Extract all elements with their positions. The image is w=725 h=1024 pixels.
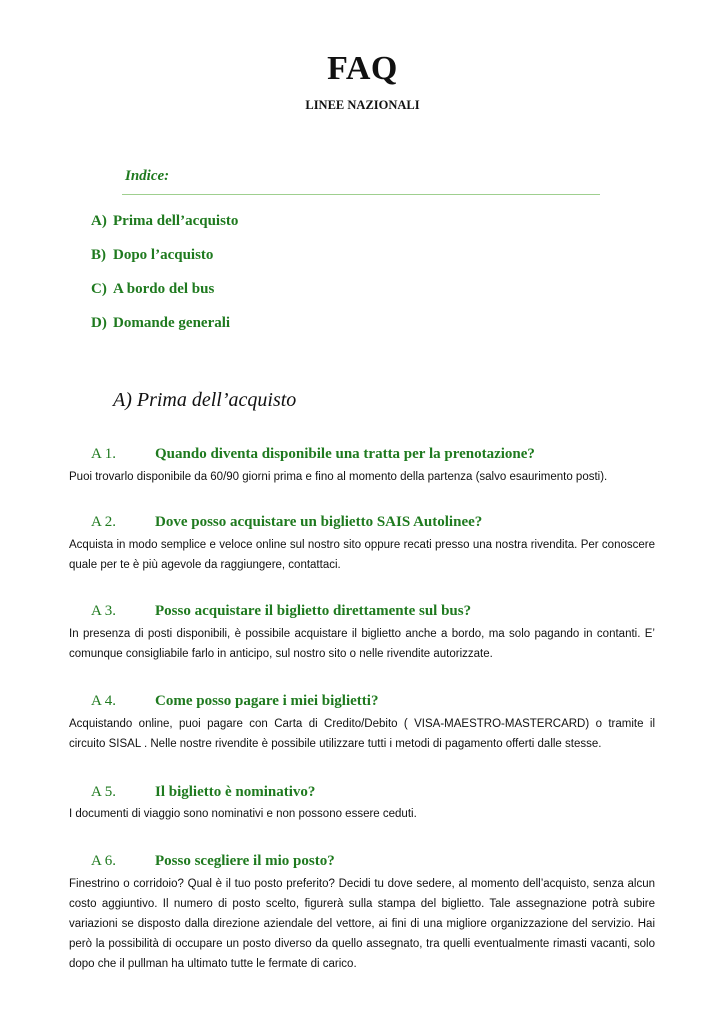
page-title: FAQ	[327, 50, 398, 87]
toc-item-dopo-acquisto[interactable]	[91, 245, 238, 279]
toc-item-label: A bordo del bus	[113, 281, 215, 297]
index-label: Indice:	[125, 168, 170, 184]
faq-question	[91, 784, 315, 801]
faq-question-text: Posso acquistare il biglietto direttamente sul bus?	[155, 603, 472, 619]
toc-item-letter: C)	[91, 281, 107, 297]
faq-answer: In presenza di posti disponibili, è possibile acquistare il biglietto anche a bordo, ma solo pagando in contanti. E’ comunque consigliabile farlo in anticipo, sul nostro sito o nelle rivendite autorizzate.	[69, 628, 655, 660]
faq-number: A 1.	[91, 446, 117, 462]
toc-item-letter: D)	[91, 315, 107, 331]
toc-item-domande-generali[interactable]	[91, 313, 238, 347]
faq-number: A 4.	[91, 693, 117, 709]
faq-question	[91, 446, 535, 463]
faq-number: A 2.	[91, 514, 117, 530]
faq-question	[91, 514, 482, 531]
faq-question-text: Posso scegliere il mio posto?	[155, 853, 335, 869]
faq-question	[91, 853, 335, 870]
faq-question-text: Dove posso acquistare un biglietto SAIS Autolinee?	[155, 514, 483, 530]
toc-item-label: Domande generali	[113, 315, 231, 331]
faq-answer: Acquistando online, puoi pagare con Carta di Credito/Debito ( VISA-MAESTRO-MASTERCARD) o tramite il circuito SISAL . Nelle nostre rivendite è possibile utilizzare tutti i metodi di pagamento offerti dalle stesse.	[69, 718, 655, 750]
section-heading: A) Prima dell’acquisto	[113, 389, 297, 411]
faq-answer: Finestrino o corridoio? Qual è il tuo posto preferito? Decidi tu dove sedere, al momento dell’acquisto, senza alcun costo aggiuntivo. Il numero di posto scelto, figurerà sulla stampa del biglietto. Tale assegnazione potrà subire variazioni se disposto dalla direzione aziendale del vettore, ai fini di una migliore organizzazione del servizio. Hai però la possibilità di occupare un posto diverso da quello assegnato, tra quelli eventualmente rimasti vacanti, solo dopo che il pullman ha ultimato tutte le fermate di carico.	[69, 878, 655, 970]
index-divider	[122, 194, 600, 195]
toc-item-label: Dopo l’acquisto	[113, 247, 214, 263]
faq-question	[91, 603, 471, 620]
faq-question-text: Quando diventa disponibile una tratta per la prenotazione?	[155, 446, 535, 462]
page-subtitle: LINEE NAZIONALI	[305, 98, 420, 112]
faq-answer: I documenti di viaggio sono nominativi e non possono essere ceduti.	[69, 808, 417, 820]
toc-item-prima-acquisto[interactable]	[91, 211, 238, 245]
toc-item-letter: A)	[91, 213, 107, 229]
faq-question	[91, 693, 378, 710]
faq-question-text: Il biglietto è nominativo?	[155, 784, 316, 800]
faq-answer: Acquista in modo semplice e veloce online sul nostro sito oppure recati presso una nostra rivendita. Per conoscere quale per te è più agevole da raggiungere, contattaci.	[69, 539, 655, 571]
faq-number: A 5.	[91, 784, 117, 800]
faq-question-text: Come posso pagare i miei biglietti?	[155, 693, 379, 709]
toc-item-letter: B)	[91, 247, 106, 263]
faq-answer: Puoi trovarlo disponibile da 60/90 giorni prima e fino al momento della partenza (salvo esaurimento posti).	[69, 471, 608, 483]
table-of-contents	[91, 211, 238, 347]
faq-number: A 6.	[91, 853, 117, 869]
toc-item-a-bordo[interactable]	[91, 279, 238, 313]
faq-number: A 3.	[91, 603, 117, 619]
toc-item-label: Prima dell’acquisto	[113, 213, 239, 229]
